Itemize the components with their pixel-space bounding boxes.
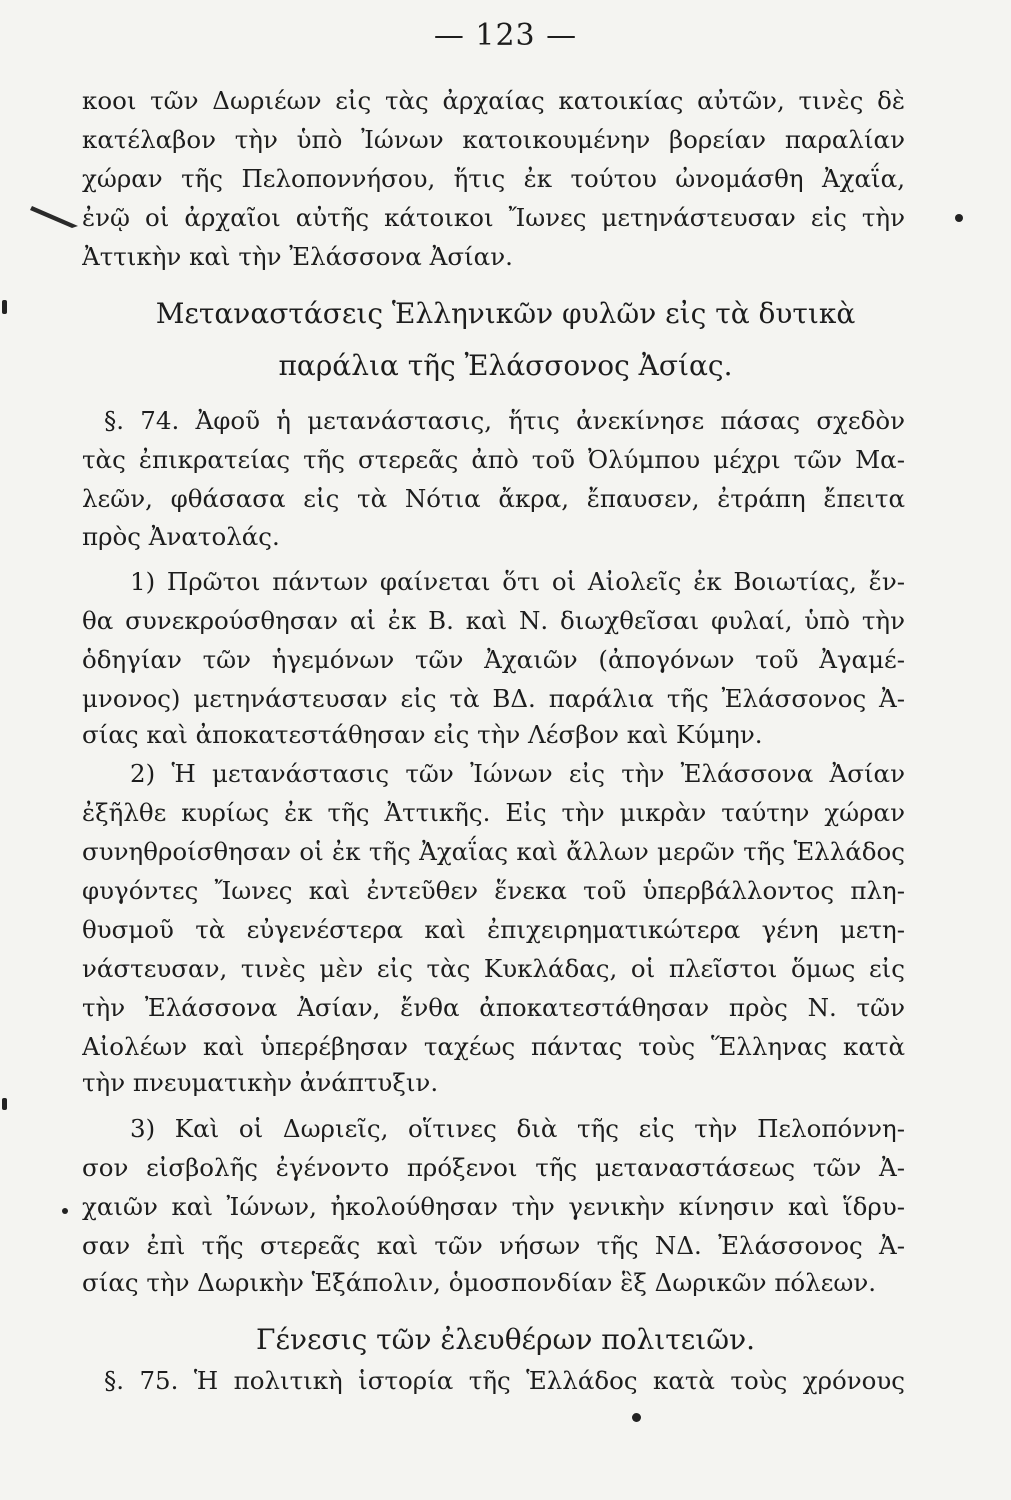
margin-mark	[2, 1098, 7, 1110]
text-line: χαιῶν καὶ Ἰώνων, ἠκολούθησαν τὴν γενικὴν κίνησιν καὶ ἵδρυ-	[82, 1192, 905, 1221]
text-line: σον εἰσβολῆς ἐγένοντο πρόξενοι τῆς μεταναστάσεως τῶν Ἀ-	[82, 1153, 905, 1182]
text-line: τὰς ἐπικρατείας τῆς στερεᾶς ἀπὸ τοῦ Ὀλύμπου μέχρι τῶν Μα-	[82, 445, 905, 474]
text-line: τὴν Ἐλάσσονα Ἀσίαν, ἔνθα ἀποκατεστάθησαν πρὸς Ν. τῶν	[82, 993, 905, 1022]
text-line: σαν ἐπὶ τῆς στερεᾶς καὶ τῶν νήσων τῆς ΝΔ. Ἐλάσσονος Ἀ-	[82, 1231, 905, 1260]
text-line: 2) Ἡ μετανάστασις τῶν Ἰώνων εἰς τὴν Ἐλάσσονα Ἀσίαν	[130, 759, 905, 788]
section-heading: Μεταναστάσεις Ἑλληνικῶν φυλῶν εἰς τὰ δυτικὰ	[155, 297, 856, 330]
text-line: φυγόντες Ἴωνες καὶ ἐντεῦθεν ἕνεκα τοῦ ὑπερβάλλοντος πλη-	[82, 876, 905, 905]
text-line: Ἀττικὴν καὶ τὴν Ἐλάσσονα Ἀσίαν.	[82, 242, 513, 271]
page-number: — 123 —	[433, 18, 578, 53]
text-line: ἐξῆλθε κυρίως ἐκ τῆς Ἀττικῆς. Εἰς τὴν μικρὰν ταύτην χώραν	[82, 798, 905, 827]
text-line: σίας καὶ ἀποκατεστάθησαν εἰς τὴν Λέσβον καὶ Κύμην.	[82, 720, 763, 749]
text-line: πρὸς Ἀνατολάς.	[82, 522, 280, 551]
text-line: τὴν πνευματικὴν ἀνάπτυξιν.	[82, 1068, 439, 1097]
text-line: κατέλαβον τὴν ὑπὸ Ἰώνων κατοικουμένην βορείαν παραλίαν	[82, 125, 905, 154]
text-line: §. 75. Ἡ πολιτικὴ ἱστορία τῆς Ἑλλάδος κατὰ τοὺς χρόνους	[104, 1366, 905, 1395]
ink-dot	[955, 214, 963, 222]
text-line: 1) Πρῶτοι πάντων φαίνεται ὅτι οἱ Αἰολεῖς ἐκ Βοιωτίας, ἔν-	[130, 567, 905, 596]
text-line: κοοι τῶν Δωριέων εἰς τὰς ἀρχαίας κατοικίας αὐτῶν, τινὲς δὲ	[82, 86, 905, 115]
text-line: θυσμοῦ τὰ εὐγενέστερα καὶ ἐπιχειρηματικώτερα γένη μετη-	[82, 915, 905, 944]
text-line: Αἰολέων καὶ ὑπερέβησαν ταχέως πάντας τοὺς Ἕλληνας κατὰ	[82, 1032, 905, 1061]
text-line: §. 74. Ἀφοῦ ἡ μετανάστασις, ἥτις ἀνεκίνησε πάσας σχεδὸν	[104, 406, 905, 435]
text-line: ὁδηγίαν τῶν ἡγεμόνων τῶν Ἀχαιῶν (ἀπογόνων τοῦ Ἀγαμέ-	[82, 645, 905, 674]
text-line: νάστευσαν, τινὲς μὲν εἰς τὰς Κυκλάδας, οἱ πλεῖστοι ὅμως εἰς	[82, 954, 905, 983]
text-line: θα συνεκρούσθησαν αἱ ἐκ Β. καὶ Ν. διωχθεῖσαι φυλαί, ὑπὸ τὴν	[82, 606, 905, 635]
section-heading: Γένεσις τῶν ἐλευθέρων πολιτειῶν.	[256, 1323, 755, 1356]
ink-dot	[632, 1413, 641, 1422]
margin-mark	[2, 300, 7, 314]
text-line: ἐνῷ οἱ ἀρχαῖοι αὐτῆς κάτοικοι Ἴωνες μετηνάστευσαν εἰς τὴν	[82, 203, 905, 232]
text-line: χώραν τῆς Πελοποννήσου, ἥτις ἐκ τούτου ὠνομάσθη Ἀχαΐα,	[82, 164, 905, 193]
text-line: λεῶν, φθάσασα εἰς τὰ Νότια ἄκρα, ἔπαυσεν, ἐτράπη ἔπειτα	[82, 484, 905, 513]
text-line: συνηθροίσθησαν οἱ ἐκ τῆς Ἀχαΐας καὶ ἄλλων μερῶν τῆς Ἑλλάδος	[82, 837, 905, 866]
ink-smudge	[30, 200, 85, 230]
section-heading: παράλια τῆς Ἐλάσσονος Ἀσίας.	[278, 349, 733, 382]
ink-dot	[62, 1208, 68, 1214]
text-line: μνονος) μετηνάστευσαν εἰς τὰ ΒΔ. παράλια τῆς Ἐλάσσονος Ἀ-	[82, 684, 905, 713]
text-line: 3) Καὶ οἱ Δωριεῖς, οἵτινες διὰ τῆς εἰς τὴν Πελοπόννη-	[130, 1114, 905, 1143]
text-line: σίας τὴν Δωρικὴν Ἑξάπολιν, ὁμοσπονδίαν ἓξ Δωρικῶν πόλεων.	[82, 1268, 877, 1297]
